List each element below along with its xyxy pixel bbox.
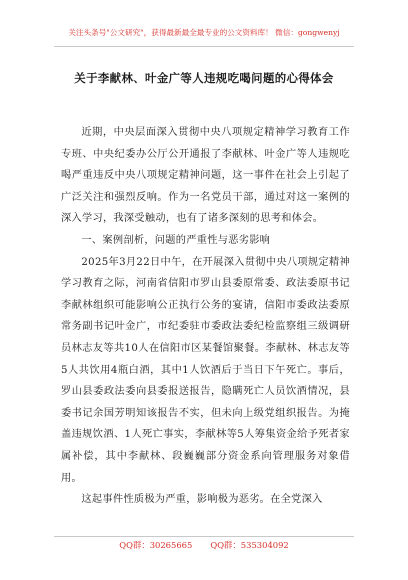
footer-divider	[54, 536, 354, 537]
paragraph-case-detail: 2025年3月22日中午，在开展深入贯彻中央八项规定精神学习教育之际，河南省信阳市罗山县委原常委、政法委原书记李献林组织可能影响公正执行公务的宴请，信阳市委政法委原常务副书记叶金广，市纪委驻市委政法委纪检监察组三级调研员林志友等共10人在信阳市区某餐馆聚餐。李献林、林志友等5人共饮用4瓶白酒，其中1人饮酒后于当日下午死亡。事后，罗山县委政法委向县委报送报告，隐瞒死亡人员饮酒情况，县委书记余国芳明知该报告不实，但未向上级党组织报告。为掩盖违规饮酒、1人死亡事实，李献林等5人筹集资金给予死者家属补偿，其中李献林、段巍巍部分资金系向管理服务对象借用。	[61, 256, 350, 484]
footer-contact	[0, 539, 408, 551]
footer-qq-group-1: QQ群：30265665	[119, 540, 193, 550]
paragraph-intro: 近期，中央层面深入贯彻中央八项规定精神学习教育工作专班、中央纪委办公厅公开通报了李献林、叶金广等人违规吃喝严重违反中央八项规定精神问题，这一事件在社会上引起了广泛关注和强烈反响。作为一名党员干部，通过对这一案例的深入学习，我深受触动，也有了诸多深刻的思考和体会。	[61, 127, 350, 225]
header-divider	[54, 46, 354, 47]
footer-qq-group-2: QQ群：535304092	[210, 540, 289, 550]
section-heading: 一、案例剖析，问题的严重性与恶劣影响	[81, 234, 271, 246]
paragraph-severity: 这起事件性质极为严重，影响极为恶劣。在全党深入	[81, 494, 323, 506]
header-promo-note: 关注头条号"公文研究"，获得最新最全最专业的公文资料库！ 微信：gongwenyj	[68, 28, 340, 37]
document-body	[61, 122, 350, 511]
document-title: 关于李献林、叶金广等人违规吃喝问题的心得体会	[74, 71, 334, 85]
